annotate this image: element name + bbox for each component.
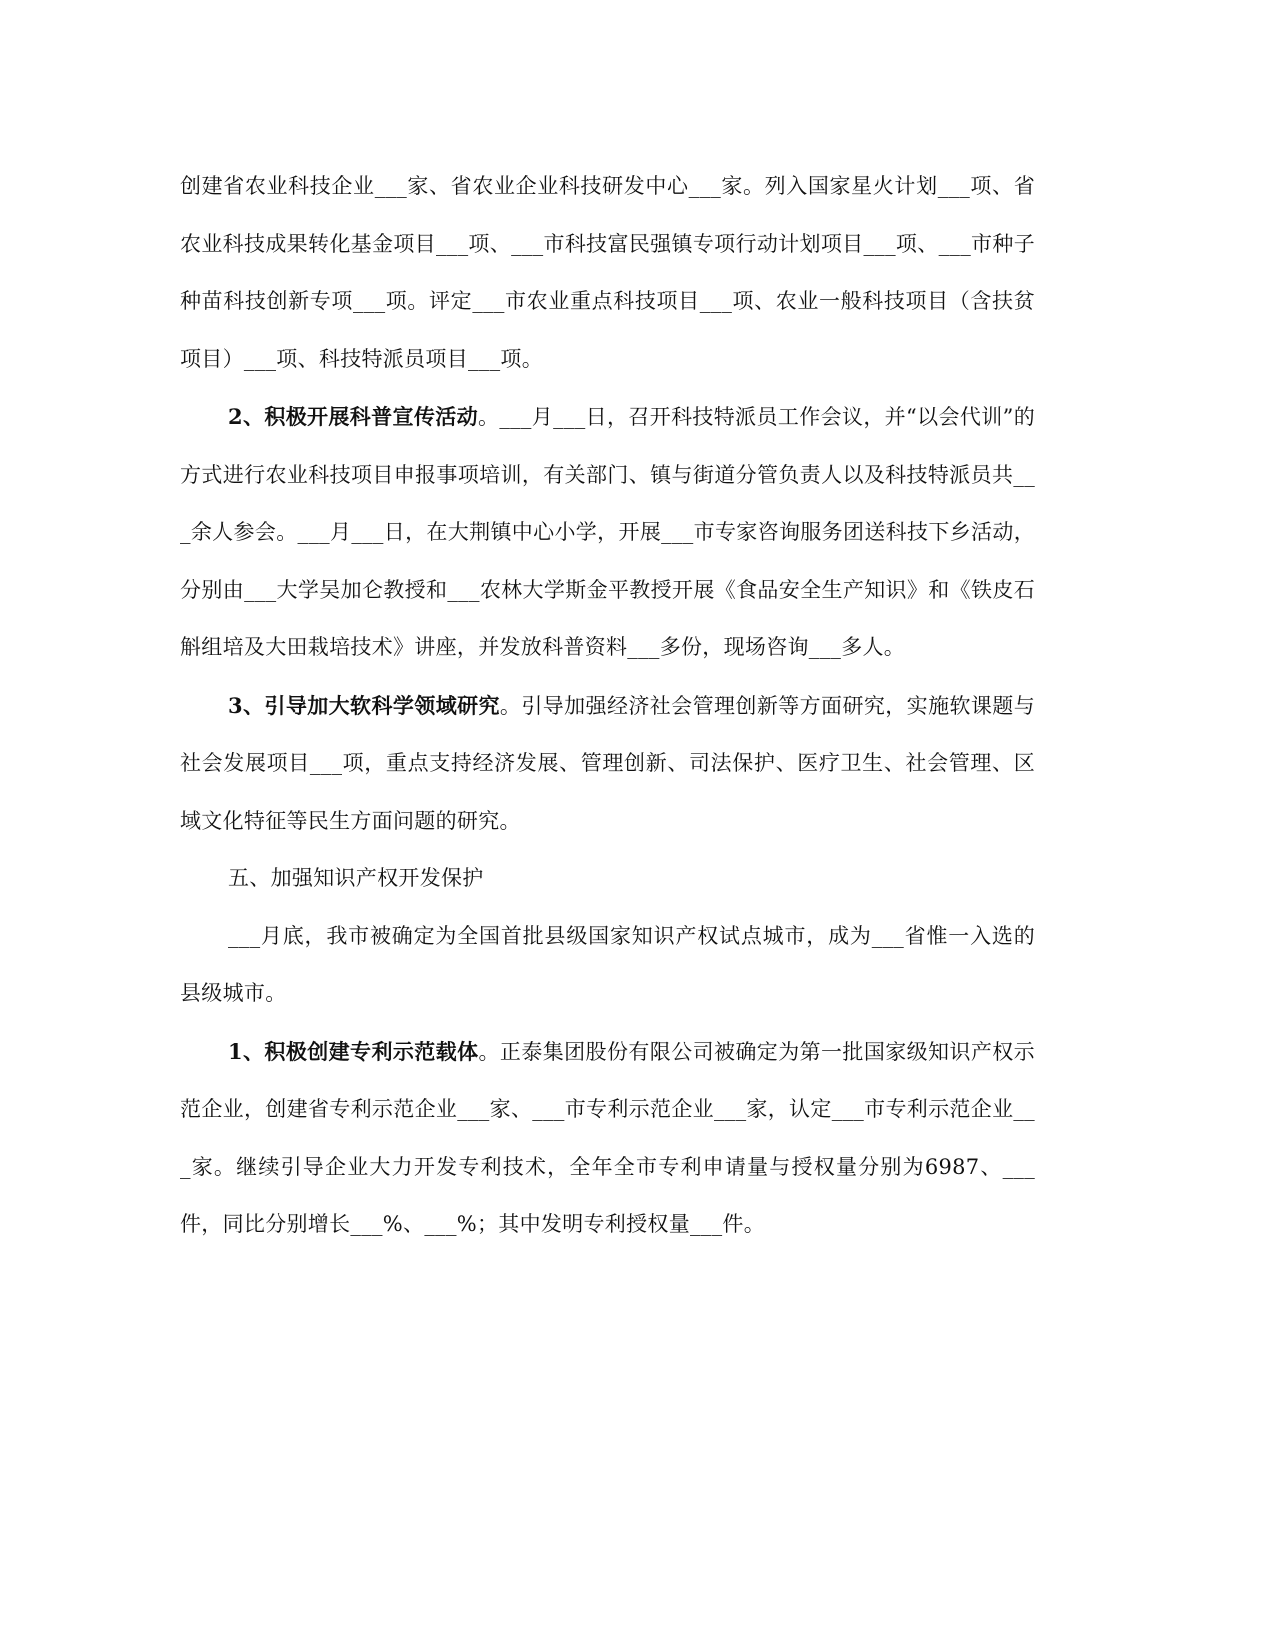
section-heading-text: 五、加强知识产权开发保护 (228, 866, 484, 890)
paragraph-text: 。引导加强经济社会管理创新等方面研究，实施软课题与社会发展项目___项，重点支持经济发展、管理创新、司法保护、医疗卫生、社会管理、区域文化特征等民生方面问题的研究。 (180, 693, 1036, 833)
paragraph-text: 创建省农业科技企业___家、省农业企业科技研发中心___家。列入国家星火计划___项、省农业科技成果转化基金项目___项、___市科技富民强镇专项行动计划项目___项、___市种子种苗科技创新专项___项。评定___市农业重点科技项目___项、农业一般科技项目（含扶贫项目）___项、科技特派员项目___项。 (180, 174, 1035, 371)
paragraph-text: ___月底，我市被确定为全国首批县级国家知识产权试点城市，成为___省惟一入选的县级城市。 (180, 923, 1035, 1005)
section-heading-ip-protection (180, 850, 1035, 908)
paragraph-soft-science (180, 677, 1035, 851)
paragraph-lead-heading: 3、引导加大软科学领域研究 (228, 692, 500, 718)
paragraph-text: 。___月___日，召开科技特派员工作会议，并“以会代训”的方式进行农业科技项目申报事项培训，有关部门、镇与街道分管负责人以及科技特派员共___余人参会。___月___日，在大荆镇中心小学，开展___市专家咨询服务团送科技下乡活动，分别由___大学吴加仑教授和___农林大学斯金平教授开展《食品安全生产知识》和《铁皮石斛组培及大田栽培技术》讲座，并发放科普资料___多份，现场咨询___多人。 (180, 405, 1035, 659)
paragraph-ip-pilot-city (180, 908, 1035, 1023)
paragraph-patent-demo (180, 1023, 1035, 1254)
paragraph-science-promotion (180, 388, 1035, 677)
paragraph-lead-heading: 1、积极创建专利示范载体 (228, 1038, 479, 1064)
paragraph-text: 。正泰集团股份有限公司被确定为第一批国家级知识产权示范企业，创建省专利示范企业___家、___市专利示范企业___家，认定___市专利示范企业___家。继续引导企业大力开发专利技术，全年全市专利申请量与授权量分别为6987、___件，同比分别增长___%、___%；其中发明专利授权量___件。 (180, 1039, 1035, 1236)
paragraph-agri-tech-projects (180, 158, 1035, 388)
document-page (180, 158, 1035, 1254)
paragraph-lead-heading: 2、积极开展科普宣传活动 (228, 404, 478, 429)
